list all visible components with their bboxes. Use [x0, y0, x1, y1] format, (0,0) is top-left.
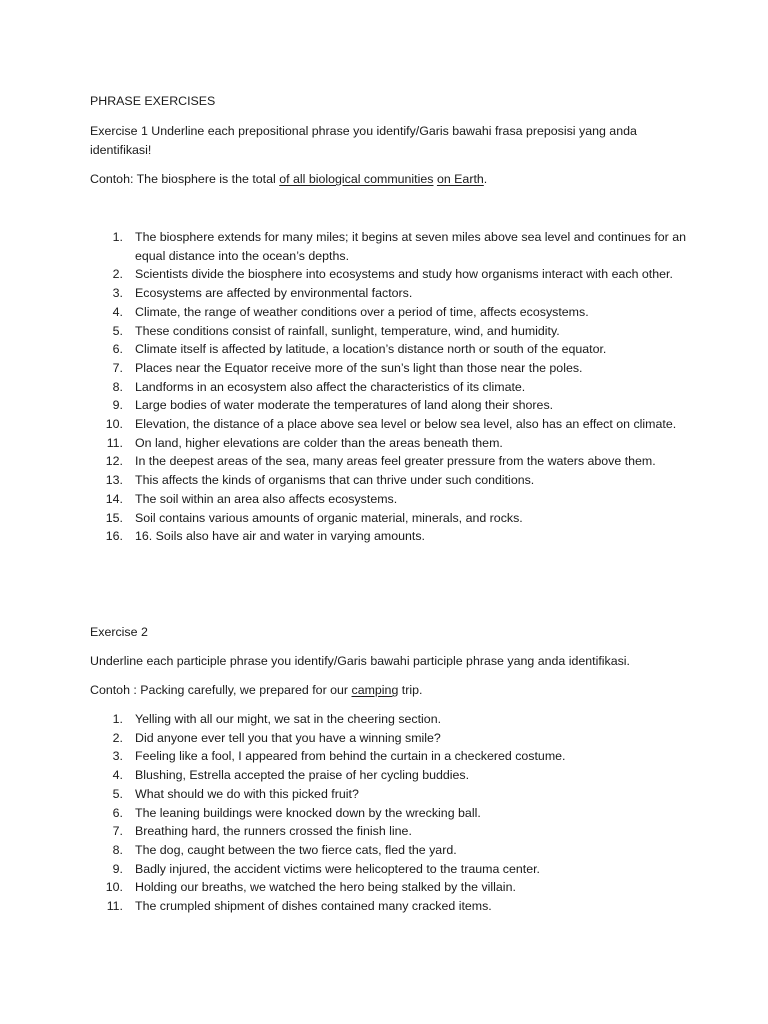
list-item-number: 9.: [112, 398, 123, 413]
example-text: trip.: [398, 683, 423, 697]
list-item-number: 11.: [106, 899, 123, 914]
example-text: Contoh : Packing carefully, we prepared for our: [90, 683, 352, 697]
list-item-text: These conditions consist of rainfall, sunlight, temperature, wind, and humidity.: [135, 323, 560, 338]
list-item-text: Badly injured, the accident victims were helicoptered to the trauma center.: [135, 861, 540, 876]
list-item: [90, 878, 690, 897]
list-item-number: 13.: [105, 473, 123, 488]
list-item-number: 4.: [112, 768, 123, 783]
list-item: [90, 766, 690, 785]
list-item-text: In the deepest areas of the sea, many areas feel greater pressure from the waters above them.: [135, 454, 656, 469]
exercise1-list: [90, 228, 690, 546]
list-item-number: 1.: [112, 230, 123, 244]
list-item-number: 2.: [112, 267, 123, 282]
list-item-number: 15.: [105, 510, 123, 525]
list-item-text: Blushing, Estrella accepted the praise of her cycling buddies.: [135, 768, 470, 783]
list-item-text: Climate, the range of weather conditions over a period of time, affects ecosystems.: [135, 304, 589, 319]
list-item-number: 11.: [106, 435, 123, 450]
list-item-number: 2.: [112, 730, 123, 745]
list-item-text: Places near the Equator receive more of the sun’s light than those near the poles.: [135, 360, 583, 375]
list-item-text: On land, higher elevations are colder than the areas beneath them.: [135, 435, 503, 450]
example-underlined-phrase: camping: [351, 683, 399, 697]
list-item-number: 3.: [112, 286, 123, 301]
list-item-text: The soil within an area also affects ecosystems.: [135, 491, 398, 506]
list-item-number: 5.: [112, 323, 123, 338]
list-item-text: Yelling with all our might, we sat in the cheering section.: [135, 712, 442, 726]
list-item: [90, 527, 690, 546]
list-item: [90, 303, 690, 322]
list-item: [90, 452, 690, 471]
exercise1-heading: Exercise 1 Underline each prepositional phrase you identify/Garis bawahi frasa preposisi yang anda identifikasi!: [90, 124, 637, 157]
list-item: [90, 415, 690, 434]
list-item-text: The dog, caught between the two fierce cats, fled the yard.: [135, 842, 457, 857]
list-item-text: Feeling like a fool, I appeared from behind the curtain in a checkered costume.: [135, 749, 566, 764]
list-item: [90, 228, 690, 265]
list-item-number: 7.: [112, 360, 123, 375]
list-item-number: 4.: [112, 304, 123, 319]
page-title: PHRASE EXERCISES: [90, 94, 216, 108]
list-item-number: 9.: [112, 861, 123, 876]
exercise2-heading: Exercise 2: [90, 625, 148, 639]
example-underlined-phrase: on Earth: [436, 172, 484, 186]
list-item: [90, 359, 690, 378]
list-item-text: Climate itself is affected by latitude, a location’s distance north or south of the equator.: [135, 342, 607, 357]
list-item-number: 6.: [112, 342, 123, 357]
exercise2-list: [90, 710, 690, 916]
list-item: [90, 509, 690, 528]
list-item-number: 12.: [105, 454, 123, 469]
list-item: [90, 340, 690, 359]
list-item: [90, 265, 690, 284]
list-item-number: 6.: [112, 805, 123, 820]
list-item-text: What should we do with this picked fruit?: [135, 786, 359, 801]
list-item-text: Elevation, the distance of a place above sea level or below sea level, also has an effect on climate.: [135, 417, 677, 432]
list-item-text: The biosphere extends for many miles; it begins at seven miles above sea level and continues for an equal distance into the ocean’s depths.: [135, 230, 687, 263]
list-item: [90, 729, 690, 748]
example-text: .: [483, 172, 488, 186]
list-item-text: 16. Soils also have air and water in varying amounts.: [135, 529, 425, 544]
list-item-text: Holding our breaths, we watched the hero being stalked by the villain.: [135, 880, 516, 895]
list-item-number: 8.: [112, 379, 123, 394]
list-item: [90, 804, 690, 823]
list-item-number: 16.: [105, 529, 123, 544]
example-underlined-phrase: of all biological communities: [279, 172, 434, 186]
list-item: [90, 860, 690, 879]
list-item-text: The leaning buildings were knocked down by the wrecking ball.: [135, 805, 481, 820]
example-text: Contoh: The biosphere is the total: [90, 172, 280, 186]
list-item: [90, 747, 690, 766]
list-item: [90, 434, 690, 453]
list-item: [90, 490, 690, 509]
list-item: [90, 322, 690, 341]
list-item: [90, 471, 690, 490]
exercise1-example: [90, 170, 690, 189]
list-item: [90, 284, 690, 303]
list-item-text: Soil contains various amounts of organic material, minerals, and rocks.: [135, 510, 523, 525]
list-item-number: 1.: [112, 712, 123, 726]
list-item: [90, 841, 690, 860]
list-item-number: 14.: [105, 491, 123, 506]
list-item: [90, 785, 690, 804]
list-item-text: Large bodies of water moderate the temperatures of land along their shores.: [135, 398, 554, 413]
list-item-text: Scientists divide the biosphere into ecosystems and study how organisms interact with each other.: [135, 267, 673, 282]
list-item-text: Did anyone ever tell you that you have a winning smile?: [135, 730, 441, 745]
list-item-text: The crumpled shipment of dishes contained many cracked items.: [135, 899, 492, 914]
list-item-number: 3.: [112, 749, 123, 764]
list-item-text: Breathing hard, the runners crossed the finish line.: [135, 824, 412, 839]
list-item: [90, 710, 690, 729]
list-item-number: 10.: [105, 880, 123, 895]
list-item-text: Ecosystems are affected by environmental factors.: [135, 286, 413, 301]
list-item-number: 8.: [112, 842, 123, 857]
exercise2-instruction: Underline each participle phrase you identify/Garis bawahi participle phrase yang anda identifikasi.: [90, 654, 630, 668]
exercise2-example: [90, 681, 690, 700]
list-item: [90, 396, 690, 415]
list-item: [90, 897, 690, 916]
list-item: [90, 822, 690, 841]
list-item-number: 10.: [105, 417, 123, 432]
list-item-number: 5.: [112, 786, 123, 801]
list-item-number: 7.: [112, 824, 123, 839]
list-item-text: Landforms in an ecosystem also affect the characteristics of its climate.: [135, 379, 526, 394]
list-item: [90, 378, 690, 397]
list-item-text: This affects the kinds of organisms that can thrive under such conditions.: [135, 473, 535, 488]
